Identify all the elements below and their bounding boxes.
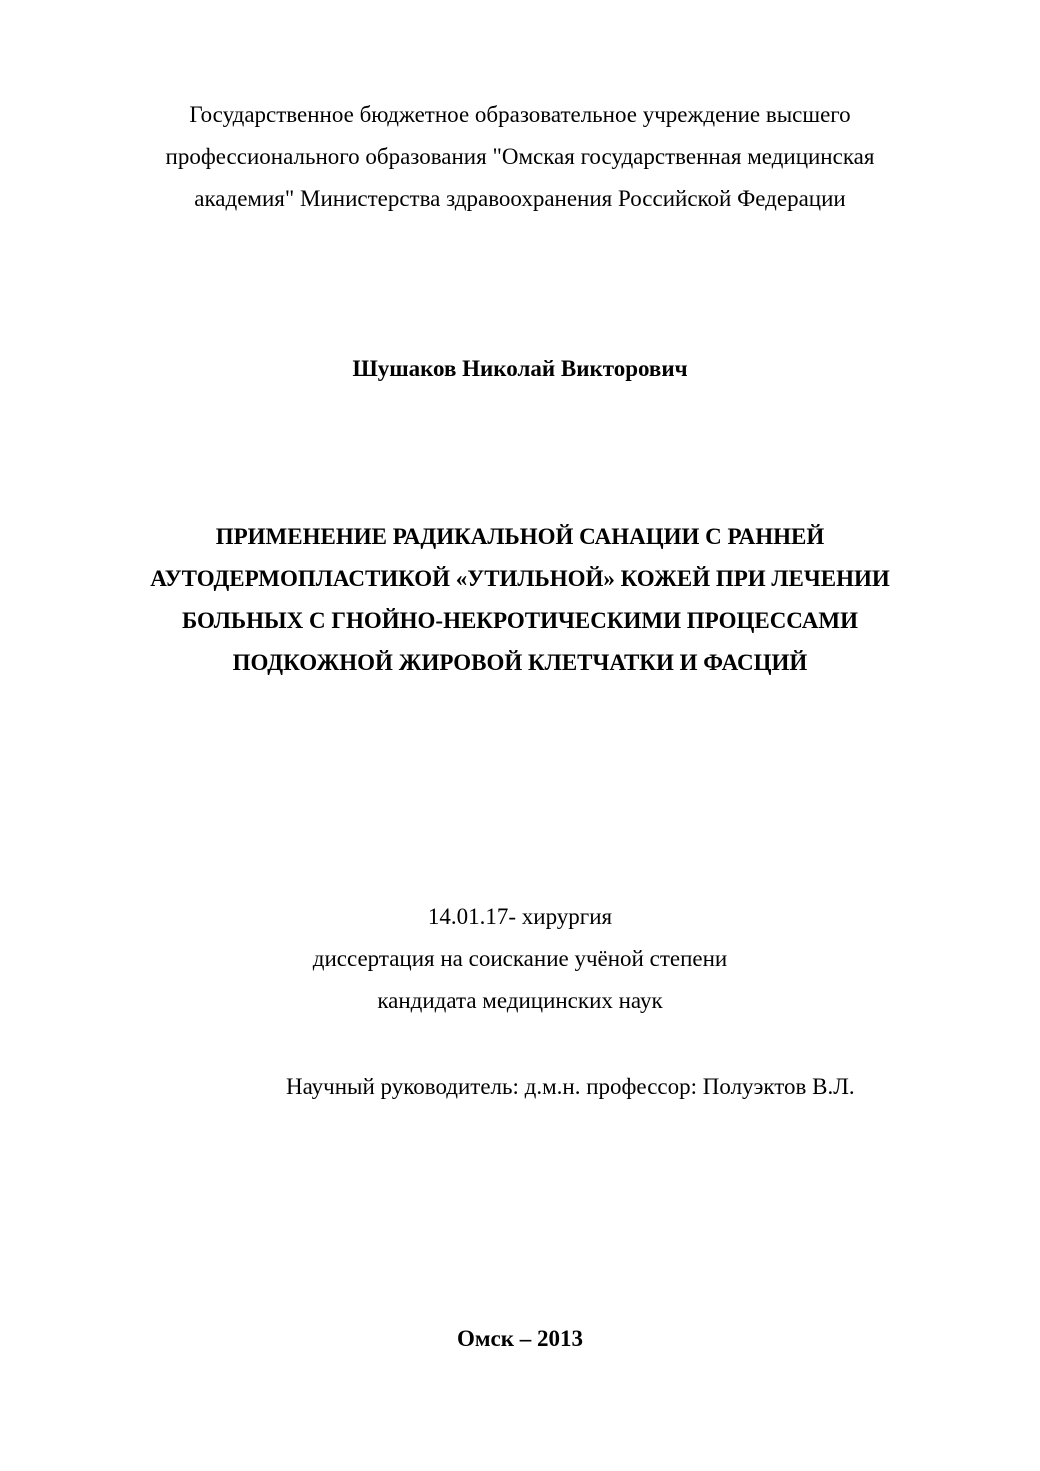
institution-line-3: академия" Министерства здравоохранения Российской Федерации bbox=[194, 186, 846, 211]
city-year: Омск – 2013 bbox=[456, 1326, 584, 1351]
title-line-4: ПОДКОЖНОЙ ЖИРОВОЙ КЛЕТЧАТКИ И ФАСЦИЙ bbox=[232, 650, 808, 675]
degree-line-1: диссертация на соискание учёной степени bbox=[312, 946, 728, 971]
degree-line-2: кандидата медицинских наук bbox=[377, 988, 663, 1013]
title-line-2: АУТОДЕРМОПЛАСТИКОЙ «УТИЛЬНОЙ» КОЖЕЙ ПРИ ЛЕЧЕНИИ bbox=[150, 566, 890, 591]
specialty-code: 14.01.17- хирургия bbox=[427, 904, 613, 929]
supervisor: Научный руководитель: д.м.н. профессор: Полуэктов В.Л. bbox=[286, 1074, 855, 1099]
institution-line-1: Государственное бюджетное образовательное учреждение высшего bbox=[189, 102, 851, 127]
author-name: Шушаков Николай Викторович bbox=[352, 356, 688, 381]
institution-line-2: профессионального образования "Омская государственная медицинская bbox=[165, 144, 875, 169]
title-line-3: БОЛЬНЫХ С ГНОЙНО-НЕКРОТИЧЕСКИМИ ПРОЦЕССАМИ bbox=[182, 608, 858, 633]
title-line-1: ПРИМЕНЕНИЕ РАДИКАЛЬНОЙ САНАЦИИ С РАННЕЙ bbox=[215, 524, 825, 549]
